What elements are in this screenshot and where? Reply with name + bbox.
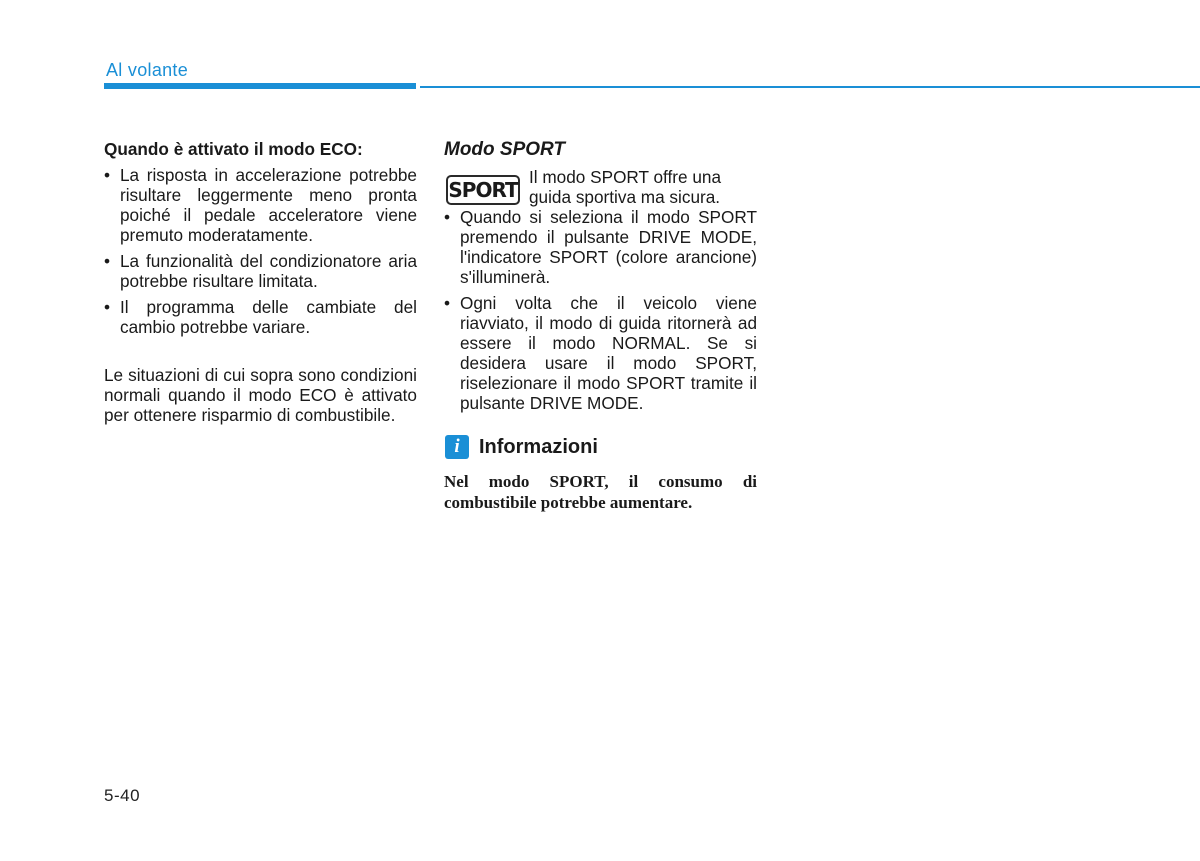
info-icon: i (445, 435, 469, 459)
list-item: • La funzionalità del condizionatore aria potrebbe risultare limitata. (104, 251, 417, 291)
list-item: • La risposta in accelerazione potrebbe risultare leggermente meno pronta poiché il pedale acceleratore viene premuto moderatamente. (104, 165, 417, 245)
sport-bullet-list (444, 207, 757, 413)
sport-heading: Modo SPORT (444, 139, 566, 160)
right-column (444, 139, 757, 513)
list-item: • Il programma delle cambiate del cambio potrebbe variare. (104, 297, 417, 337)
eco-heading: Quando è attivato il modo ECO: (104, 139, 363, 159)
info-header (444, 435, 757, 459)
page-number: 5-40 (104, 786, 141, 805)
info-title: Informazioni (479, 436, 598, 458)
header-rule-thin (420, 86, 1200, 88)
header-rule-thick (104, 83, 416, 89)
sport-intro-text: Il modo SPORT offre una guida sportiva ma sicura. (529, 167, 722, 207)
list-item: • Quando si seleziona il modo SPORT premendo il pulsante DRIVE MODE, l'indicatore SPORT (colore arancione) s'illuminerà. (444, 207, 757, 287)
sport-badge-icon: SPORT (446, 175, 520, 205)
section-title: Al volante (106, 60, 189, 80)
left-column (104, 139, 417, 425)
eco-bullet-list (104, 165, 417, 337)
sport-intro-row (444, 167, 757, 207)
eco-paragraph: Le situazioni di cui sopra sono condizioni normali quando il modo ECO è attivato per ottenere risparmio di combustibile. (104, 365, 417, 425)
list-item: • Ogni volta che il veicolo viene riavviato, il modo di guida ritornerà ad essere il modo NORMAL. Se si desidera usare il modo SPORT, riselezionare il modo SPORT tramite il pulsante DRIVE MODE. (444, 293, 757, 413)
info-body: Nel modo SPORT, il consumo di combustibile potrebbe aumentare. (444, 472, 757, 512)
